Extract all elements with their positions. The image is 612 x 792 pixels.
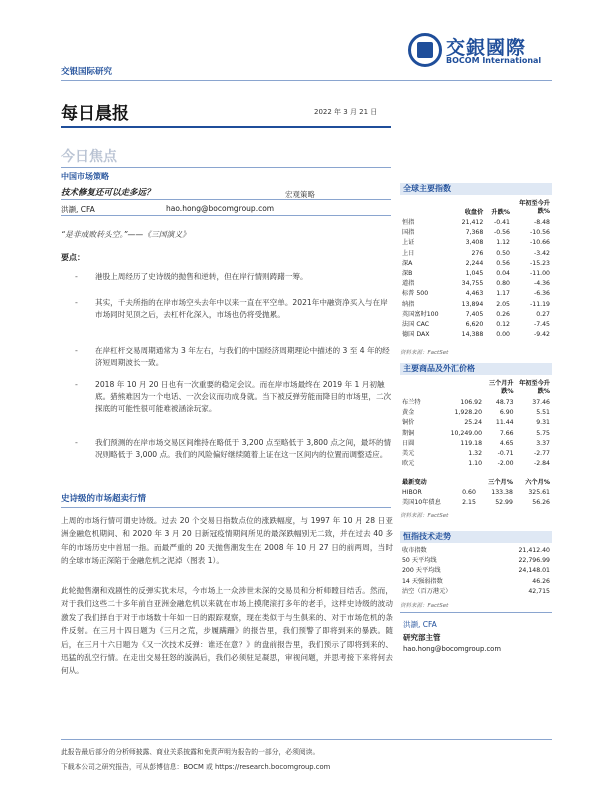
metric-name: 200 天平均线 xyxy=(402,567,441,575)
table-row xyxy=(400,459,552,469)
col-header: 三个月升跌% xyxy=(488,380,514,395)
cell-value: 56.26 xyxy=(532,499,550,507)
cell-value: 5.51 xyxy=(536,409,550,417)
index-name: 标普 500 xyxy=(402,290,429,298)
bullet-dash: - xyxy=(75,346,78,355)
cell-value: 0.12 xyxy=(496,321,510,329)
commodities-title: 主要商品及外汇价格 xyxy=(400,363,552,375)
cell-value: -2.00 xyxy=(497,460,514,468)
table-row xyxy=(400,269,552,279)
logo-cn: 交銀國際 xyxy=(446,37,527,59)
index-name: 英国富时100 xyxy=(402,310,439,318)
commodity-name: 期铜 xyxy=(402,429,415,437)
cell-value: 0.26 xyxy=(496,310,510,318)
index-name: 德国 DAX xyxy=(402,331,430,339)
cell-value: 276 xyxy=(471,249,484,257)
hsi-trend-table xyxy=(400,546,552,597)
cell-value: 133.38 xyxy=(491,489,513,497)
table-row xyxy=(400,218,552,228)
cell-value: -4.36 xyxy=(533,280,550,288)
article-tag: 宏观策略 xyxy=(285,190,315,199)
brand-label: 交银国际研究 xyxy=(61,67,113,77)
logo-en: BOCOM International xyxy=(446,56,542,65)
cell-value: 2.15 xyxy=(462,499,476,507)
cell-value: 0.50 xyxy=(496,249,510,257)
cell-value: 21,412.40 xyxy=(518,547,550,554)
table-row xyxy=(400,408,552,418)
cell-value: 37.46 xyxy=(532,399,550,406)
page-title: 每日晨报 xyxy=(61,104,129,124)
cell-value: 325.61 xyxy=(528,489,550,497)
table-row xyxy=(400,310,552,320)
commodity-name: 欧元 xyxy=(402,460,415,468)
report-date: 2022 年 3 月 21 日 xyxy=(314,108,378,116)
table-row xyxy=(400,289,552,299)
logo-mark-icon xyxy=(417,42,433,58)
cell-value: 1.32 xyxy=(468,450,483,458)
col-header: 收盘价 xyxy=(464,208,484,216)
footer-disclaimer: 此报告最后部分的分析师披露、商业关系披露和免责声明为报告的一部分，必须阅读。 xyxy=(61,748,320,756)
index-name: 道指 xyxy=(402,280,415,288)
author-box-name: 洪灏, CFA xyxy=(403,620,437,629)
cell-value: -2.84 xyxy=(533,460,550,468)
cell-value: -8.48 xyxy=(533,219,550,226)
cell-value: 6.90 xyxy=(499,409,514,417)
cell-value: -3.42 xyxy=(533,249,550,257)
section2-rule xyxy=(61,507,391,508)
cell-value: 21,412 xyxy=(461,219,484,226)
commodity-name: 美元 xyxy=(402,450,415,458)
hsi-trend-title: 恒指技术走势 xyxy=(400,531,552,543)
cell-value: -11.00 xyxy=(530,270,550,278)
table-row xyxy=(400,546,552,556)
key-points-label: 要点： xyxy=(61,253,85,262)
section2-title: 史诗级的市场超卖行情 xyxy=(61,494,147,504)
index-name: 国指 xyxy=(402,229,415,237)
table-row xyxy=(400,300,552,310)
cell-value: 4,463 xyxy=(465,290,484,298)
cell-value: 0.27 xyxy=(536,310,550,318)
table-row xyxy=(400,566,552,576)
table-row xyxy=(400,587,552,597)
index-name: 深B xyxy=(402,270,413,278)
cell-value: 3,408 xyxy=(465,239,484,247)
index-name: 上证 xyxy=(402,239,415,247)
table-row xyxy=(400,449,552,459)
source-note: 资料来源：FactSet xyxy=(400,350,449,356)
cell-value: 10,249.00 xyxy=(450,429,483,437)
cell-value: 1.12 xyxy=(496,239,510,247)
bullet-dash: - xyxy=(75,298,78,307)
col-header xyxy=(400,378,449,398)
key-point: 2018 年 10 月 20 日也有一次重要的稳定会议。而在岸市场最终在 2019 年 1 月初触底。猎熊难因为一个电话、一次会议而功成身就。当下被反弹劳能而降目的市场里，二次探底的可能性很可能难被涵涂玩家。 xyxy=(95,380,392,413)
cell-value: -7.45 xyxy=(533,321,550,329)
commodity-name: 铜价 xyxy=(402,419,415,427)
global-indices-title: 全球主要指数 xyxy=(400,183,552,195)
col-header: 三个月% xyxy=(488,479,513,486)
table-row xyxy=(400,228,552,238)
cell-value: 7,405 xyxy=(465,310,484,318)
cell-value: -0.71 xyxy=(497,450,514,458)
cell-value: 14,388 xyxy=(461,331,484,339)
table-row xyxy=(400,429,552,439)
footer-rule xyxy=(61,739,552,740)
col-header xyxy=(400,198,455,218)
table-row xyxy=(400,398,552,408)
index-name: 纳指 xyxy=(402,300,415,308)
quote: “是非成败转头空。”——《三国演义》 xyxy=(61,230,190,239)
cell-value: 1.17 xyxy=(496,290,510,298)
cell-value: 1.10 xyxy=(468,460,483,468)
table-row xyxy=(400,498,552,508)
cell-value: 52.99 xyxy=(495,499,513,507)
commodity-name: 日圆 xyxy=(402,439,415,447)
cell-value: -10.56 xyxy=(530,229,550,237)
commodity-name: 黄金 xyxy=(402,409,415,417)
author-box-title: 研究部主管 xyxy=(403,633,441,642)
cell-value: 0.80 xyxy=(496,280,510,288)
cell-value: 2,244 xyxy=(465,259,484,267)
col-header: 年初至今升跌% xyxy=(519,200,550,215)
bullet-dash: - xyxy=(75,438,78,447)
cell-value: -9.42 xyxy=(533,331,550,339)
index-name: 法国 CAC xyxy=(402,321,430,329)
bullet-dash: - xyxy=(75,380,78,389)
col-header: 六个月% xyxy=(525,479,550,486)
cell-value: -10.66 xyxy=(530,239,550,247)
title-rule xyxy=(61,126,391,128)
source-note: 资料来源：FactSet xyxy=(400,603,449,609)
table-row xyxy=(400,556,552,566)
section-heading: 今日焦点 xyxy=(61,149,117,165)
article-headline: 技术修复还可以走多远？ xyxy=(61,188,155,198)
article-rule-mid xyxy=(61,199,391,200)
cell-value: 7.66 xyxy=(499,429,514,437)
cell-value: 42,715 xyxy=(528,587,550,595)
rate-name: HIBOR xyxy=(402,489,422,497)
cell-value: 24,148.01 xyxy=(518,567,550,575)
rates-table xyxy=(400,478,552,509)
table-row xyxy=(400,259,552,269)
cell-value: 0.04 xyxy=(496,270,510,278)
metric-name: 沽空（百万港元） xyxy=(402,587,452,595)
paragraph-1: 上周的市场行情可谓史诗级。过去 20 个交易日指数点位的涨跌幅度，与 1997 年 10 月 28 日亚洲金融危机期间、和 2020 年 3 月 20 日新冠疫情期间所见的最深跌幅别无二致，并在过去 40 多年的市场历史中首屈一指。而最严重的 20 天抛售潮发生在 2008 年 10 月 27 日的前两周，当时的全球市场正深陷于金融危机之泥淖（图表 1）。 xyxy=(61,516,393,566)
header-rule xyxy=(61,80,552,81)
cell-value: 1,928.20 xyxy=(454,409,483,417)
cell-value: -2.77 xyxy=(533,450,550,458)
bullet-dash: - xyxy=(75,272,78,281)
author-box-rule xyxy=(400,612,552,613)
author-email[interactable]: hao.hong@bocomgroup.com xyxy=(166,204,275,213)
cell-value: -11.19 xyxy=(530,300,550,308)
table-row xyxy=(400,488,552,498)
table-row xyxy=(400,238,552,248)
metric-name: 14 天强弱指数 xyxy=(402,577,443,585)
table-row xyxy=(400,330,552,340)
metric-name: 50 天平均线 xyxy=(402,557,437,565)
cell-value: 46.26 xyxy=(532,577,550,585)
key-point: 港股上周经历了史诗级的抛售和逆转，但在岸行情则踌躇一筹。 xyxy=(95,272,308,281)
cell-value: -0.41 xyxy=(493,219,510,226)
cell-value: 6,620 xyxy=(465,321,484,329)
article-rule-bottom xyxy=(61,215,391,216)
index-name: 深A xyxy=(402,259,413,267)
col-header xyxy=(455,478,478,488)
cell-value: 13,894 xyxy=(461,300,484,308)
table-row xyxy=(400,577,552,587)
table-row xyxy=(400,439,552,449)
col-header: 年初至今升跌% xyxy=(519,380,550,395)
cell-value: 9.31 xyxy=(536,419,550,427)
cell-value: 0.00 xyxy=(496,331,510,339)
table-row xyxy=(400,279,552,289)
cell-value: 48.73 xyxy=(495,399,514,406)
paragraph-2: 此轮抛售潮和戏剧性的反弹实犹未尽，今市场上一众涉世未深的交易员和分析师瞠目结舌。然而，对于我们这些二十多年前自亚洲金融危机以来就在市场上摸爬滚打多年的老手，这样史诗级的波动激发了我们择自于对于市场数十年如一日的跟踪观察，现在类似于与生俱来的、对于市场危机的条件反射。在三月十四日题为《三月之荒，步履蹒跚》的报告里，我们预警了即将到来的暴跌。随后，在三月十六日题为《又一次技术反弹：谁还在意？》的盘前报告里，我们预示了即将到来的、迅猛的乱空行情。在走出交易狂怒的漩涡后，我们必须驻足凝思，审视问题，并思考接下来将何去何从。 xyxy=(61,586,393,676)
key-point: 在岸杠杆交易周期通常为 3 年左右，与我们的中国经济周期理论中描述的 3 至 4 年的经济短周期波长一致。 xyxy=(95,346,390,367)
cell-value: 4.65 xyxy=(499,439,514,447)
index-name: 上日 xyxy=(402,249,415,257)
author-name: 洪灏, CFA xyxy=(61,205,95,214)
cell-value: 119.18 xyxy=(460,439,483,447)
key-point: 我们预测的在岸市场交易区间维持在略低于 3,200 点至略低于 3,800 点之间，最坏的情况则略低于 3,000 点。我们的风险偏好继续随着上证在这一区间内的位置而调整适应。 xyxy=(95,438,392,459)
cell-value: -6.36 xyxy=(533,290,550,298)
col-header xyxy=(449,378,485,398)
cell-value: 0.60 xyxy=(462,489,476,497)
index-name: 恒指 xyxy=(402,219,415,226)
cell-value: 1,045 xyxy=(465,270,484,278)
table-row xyxy=(400,249,552,259)
cell-value: 34,755 xyxy=(461,280,484,288)
cell-value: 5.75 xyxy=(536,429,550,437)
col-header: 最新变动 xyxy=(402,479,427,486)
cell-value: 106.92 xyxy=(460,399,483,406)
article-category: 中国市场策略 xyxy=(61,172,109,181)
author-box-email[interactable]: hao.hong@bocomgroup.com xyxy=(403,645,501,653)
cell-value: 0.56 xyxy=(496,259,510,267)
cell-value: 7,368 xyxy=(465,229,484,237)
footer-download[interactable]: 下载本公司之研究报告，可从彭博信息：BOCM 或 https://research.bocomgroup.com xyxy=(61,763,331,771)
col-header: 升跌% xyxy=(491,208,510,216)
cell-value: 2.05 xyxy=(496,300,510,308)
global-indices-table xyxy=(400,198,552,340)
cell-value: 22,796.99 xyxy=(518,557,550,565)
metric-name: 收市指数 xyxy=(402,547,427,554)
cell-value: 25.24 xyxy=(464,419,483,427)
source-note: 资料来源：FactSet xyxy=(400,513,449,519)
rate-name: 美国10年債息 xyxy=(402,499,441,507)
table-row xyxy=(400,320,552,330)
article-rule-top xyxy=(61,167,391,168)
key-point: 其实，千夫所指的在岸市场空头去年中以来一直在平空单。2021年中融资净买入与在岸市场同时见顶之后，去杠杆化深入，市场也仍将受抛累。 xyxy=(95,298,388,319)
table-row xyxy=(400,418,552,428)
cell-value: -15.23 xyxy=(530,259,550,267)
commodities-table xyxy=(400,378,552,469)
cell-value: -0.56 xyxy=(493,229,510,237)
cell-value: 3.37 xyxy=(536,439,550,447)
commodity-name: 布兰特 xyxy=(402,399,421,406)
cell-value: 11.44 xyxy=(495,419,514,427)
